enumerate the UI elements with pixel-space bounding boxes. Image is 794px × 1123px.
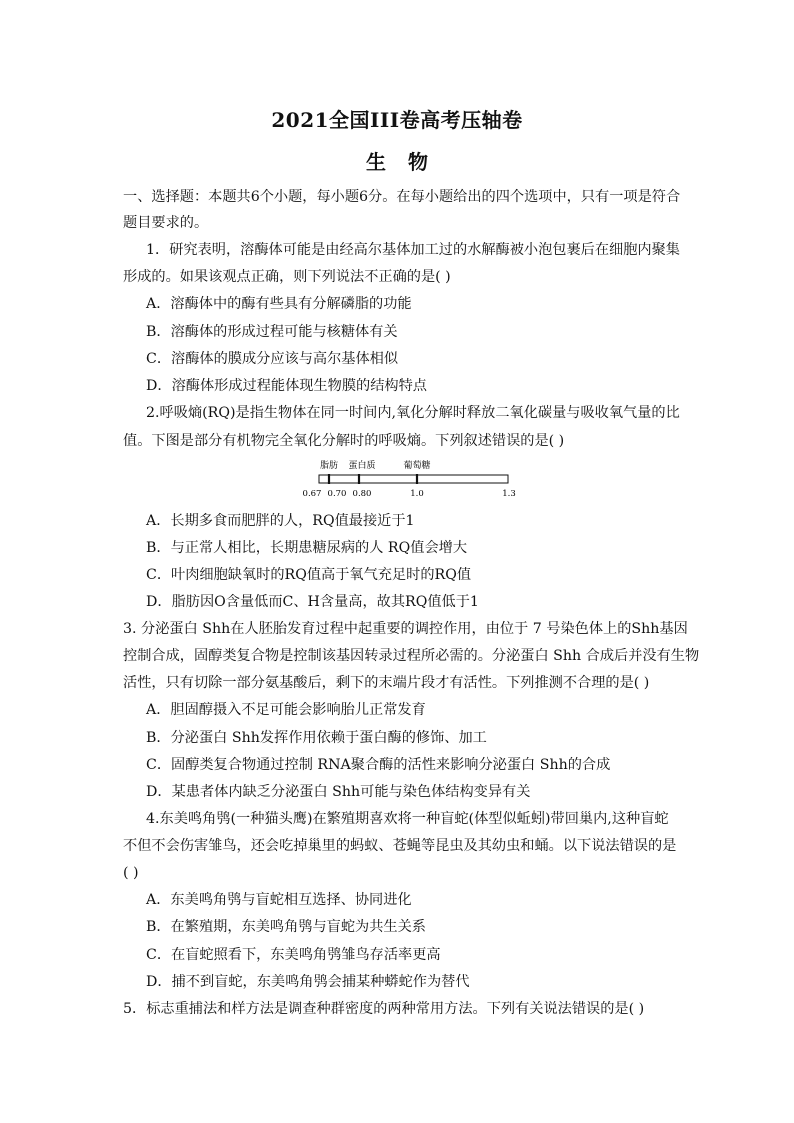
section-heading-cont: 题目要求的。 xyxy=(123,215,209,231)
q1-stem-line2: 形成的。如果该观点正确，则下列说法不正确的是( ) xyxy=(123,269,451,285)
tick-067: 0.67 xyxy=(302,489,322,499)
subject-title: 生物 xyxy=(366,150,450,174)
q1-option-d: D．溶酶体形成过程能体现生物膜的结构特点 xyxy=(146,378,427,394)
q4-stem-line3: ( ) xyxy=(123,865,139,881)
q4-option-b: B．在繁殖期，东美鸣角鸮与盲蛇为共生关系 xyxy=(146,919,426,935)
q2-option-b: B．与正常人相比，长期患糖尿病的人 RQ值会增大 xyxy=(146,540,468,556)
label-protein: 蛋白质 xyxy=(348,461,376,471)
tick-080: 0.80 xyxy=(352,489,372,499)
q4-option-a: A．东美鸣角鸮与盲蛇相互选择、协同进化 xyxy=(146,892,412,908)
tick-10: 1.0 xyxy=(410,489,424,499)
q2-option-c: C．叶肉细胞缺氧时的RQ值高于氧气充足时的RQ值 xyxy=(146,567,472,583)
q2-option-d: D．脂肪因O含量低而C、H含量高，故其RQ值低于1 xyxy=(146,594,479,610)
q1-option-b: B．溶酶体的形成过程可能与核糖体有关 xyxy=(146,324,398,340)
tick-070: 0.70 xyxy=(327,489,347,499)
q1-option-c: C．溶酶体的膜成分应该与高尔基体相似 xyxy=(146,351,399,367)
q4-option-d: D．捕不到盲蛇，东美鸣角鸮会捕某种蟒蛇作为替代 xyxy=(146,974,470,990)
q3-stem-line1: 3. 分泌蛋白 Shh在人胚胎发育过程中起重要的调控作用，由位于 7 号染色体上的Shh基因 xyxy=(123,621,688,637)
exam-title: 2021全国III卷高考压轴卷 xyxy=(271,108,523,132)
q3-stem-line2: 控制合成，固醇类复合物是控制该基因转录过程所必需的。分泌蛋白 Shh 合成后并没有生物 xyxy=(123,648,700,664)
q1-option-a: A．溶酶体中的酶有些具有分解磷脂的功能 xyxy=(146,296,412,312)
section-heading: 一、选择题：本题共6个小题，每小题6分。在每小题给出的四个选项中，只有一项是符合 xyxy=(123,189,681,205)
q2-stem-line2: 值。下图是部分有机物完全氧化分解时的呼吸熵。下列叙述错误的是( ) xyxy=(123,433,565,449)
q2-stem-line1: 2.呼吸熵(RQ)是指生物体在同一时间内,氧化分解时释放二氧化碳量与吸收氧气量的比 xyxy=(146,405,680,421)
q3-option-c: C．固醇类复合物通过控制 RNA聚合酶的活性来影响分泌蛋白 Shh的合成 xyxy=(146,757,611,773)
q5-stem-line1: 5．标志重捕法和样方法是调查种群密度的两种常用方法。下列有关说法错误的是( ) xyxy=(123,1001,645,1017)
rq-scale-figure xyxy=(300,458,520,504)
q3-option-a: A．胆固醇摄入不足可能会影响胎儿正常发育 xyxy=(146,702,426,718)
q4-stem-line2: 不但不会伤害雏鸟，还会吃掉巢里的蚂蚁、苍蝇等昆虫及其幼虫和蛹。以下说法错误的是 xyxy=(123,838,677,854)
q3-option-b: B．分泌蛋白 Shh发挥作用依赖于蛋白酶的修饰、加工 xyxy=(146,730,487,746)
q3-stem-line3: 活性，只有切除一部分氨基酸后，剩下的末端片段才有活性。下列推测不合理的是( ) xyxy=(123,675,650,691)
q4-stem-line1: 4.东美鸣角鸮(一种猫头鹰)在繁殖期喜欢将一种盲蛇(体型似蚯蚓)带回巢内,这种盲蛇 xyxy=(146,811,669,827)
scale-bar xyxy=(319,475,508,483)
label-glucose: 葡萄糖 xyxy=(403,461,431,471)
label-fat: 脂肪 xyxy=(319,461,339,471)
q1-stem-line1: 1．研究表明，溶酶体可能是由经高尔基体加工过的水解酶被小泡包裹后在细胞内聚集 xyxy=(146,242,680,258)
tick-13: 1.3 xyxy=(502,489,516,499)
q4-option-c: C．在盲蛇照看下，东美鸣角鸮雏鸟存活率更高 xyxy=(146,947,441,963)
q3-option-d: D．某患者体内缺乏分泌蛋白 Shh可能与染色体结构变异有关 xyxy=(146,784,531,800)
q2-option-a: A．长期多食而肥胖的人，RQ值最接近于1 xyxy=(146,513,415,529)
